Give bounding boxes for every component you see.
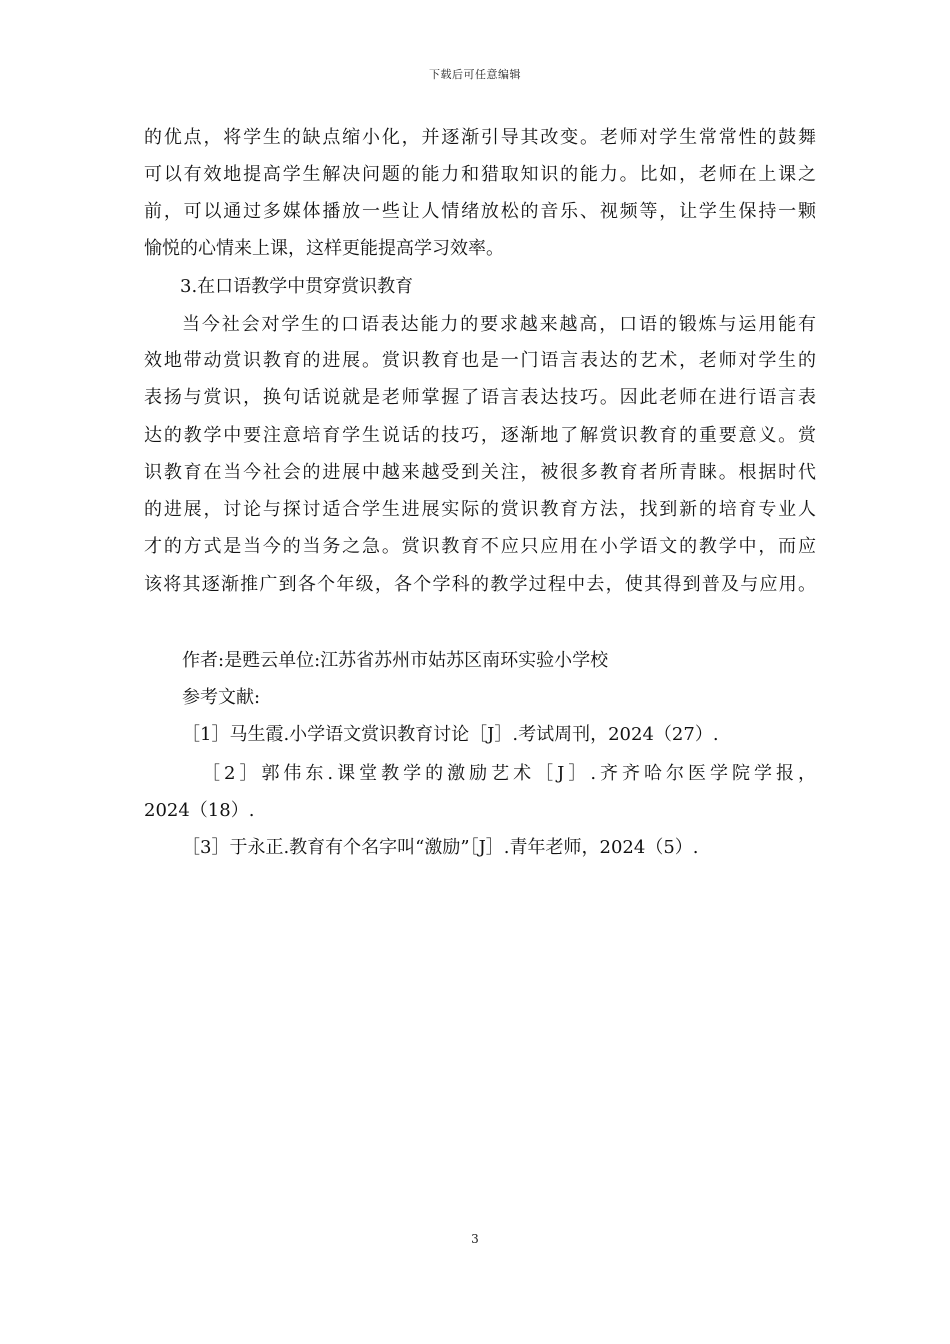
body-text-line: 可以有效地提高学生解决问题的能力和猎取知识的能力。比如，老师在上课之 bbox=[144, 164, 816, 185]
reference-item-1: ［1］马生霞.小学语文赏识教育讨论［J］.考试周刊，2024（27）. bbox=[182, 724, 719, 745]
section-paragraph-line: 识教育在当今社会的进展中越来越受到关注，被很多教育者所青睐。根据时代 bbox=[144, 462, 816, 483]
section-heading: 3.在口语教学中贯穿赏识教育 bbox=[180, 276, 414, 297]
body-text-line: 愉悦的心情来上课，这样更能提高学习效率。 bbox=[144, 238, 504, 259]
body-text-line: 的优点，将学生的缺点缩小化，并逐渐引导其改变。老师对学生常常性的鼓舞 bbox=[144, 127, 816, 148]
references-heading: 参考文献: bbox=[182, 687, 261, 708]
section-paragraph-line: 达的教学中要注意培育学生说话的技巧，逐渐地了解赏识教育的重要意义。赏 bbox=[144, 425, 816, 446]
reference-item-3: ［3］于永正.教育有个名字叫“激励”［J］.青年老师，2024（5）. bbox=[182, 837, 699, 858]
section-paragraph-line: 表扬与赏识，换句话说就是老师掌握了语言表达技巧。因此老师在进行语言表 bbox=[144, 387, 816, 408]
section-paragraph-line: 效地带动赏识教育的进展。赏识教育也是一门语言表达的艺术，老师对学生的 bbox=[144, 350, 816, 371]
reference-item-2: ［2］郭伟东.课堂教学的激励艺术［J］.齐齐哈尔医学院学报， bbox=[202, 763, 816, 784]
section-paragraph-line: 当今社会对学生的口语表达能力的要求越来越高，口语的锻炼与运用能有 bbox=[182, 314, 816, 335]
section-paragraph-line: 该将其逐渐推广到各个年级，各个学科的教学过程中去，使其得到普及与应用。 bbox=[144, 574, 816, 595]
page-number: 3 bbox=[471, 1232, 479, 1246]
body-text-line: 前，可以通过多媒体播放一些让人情绪放松的音乐、视频等，让学生保持一颗 bbox=[144, 201, 816, 222]
section-paragraph-line: 才的方式是当今的当务之急。赏识教育不应只应用在小学语文的教学中，而应 bbox=[144, 536, 816, 557]
page-header: 下载后可任意编辑 bbox=[429, 68, 521, 81]
author-affiliation: 作者:是甦云单位:江苏省苏州市姑苏区南环实验小学校 bbox=[182, 650, 609, 671]
section-paragraph-line: 的进展，讨论与探讨适合学生进展实际的赏识教育方法，找到新的培育专业人 bbox=[144, 499, 816, 520]
reference-item-2-continued: 2024（18）. bbox=[144, 800, 255, 821]
